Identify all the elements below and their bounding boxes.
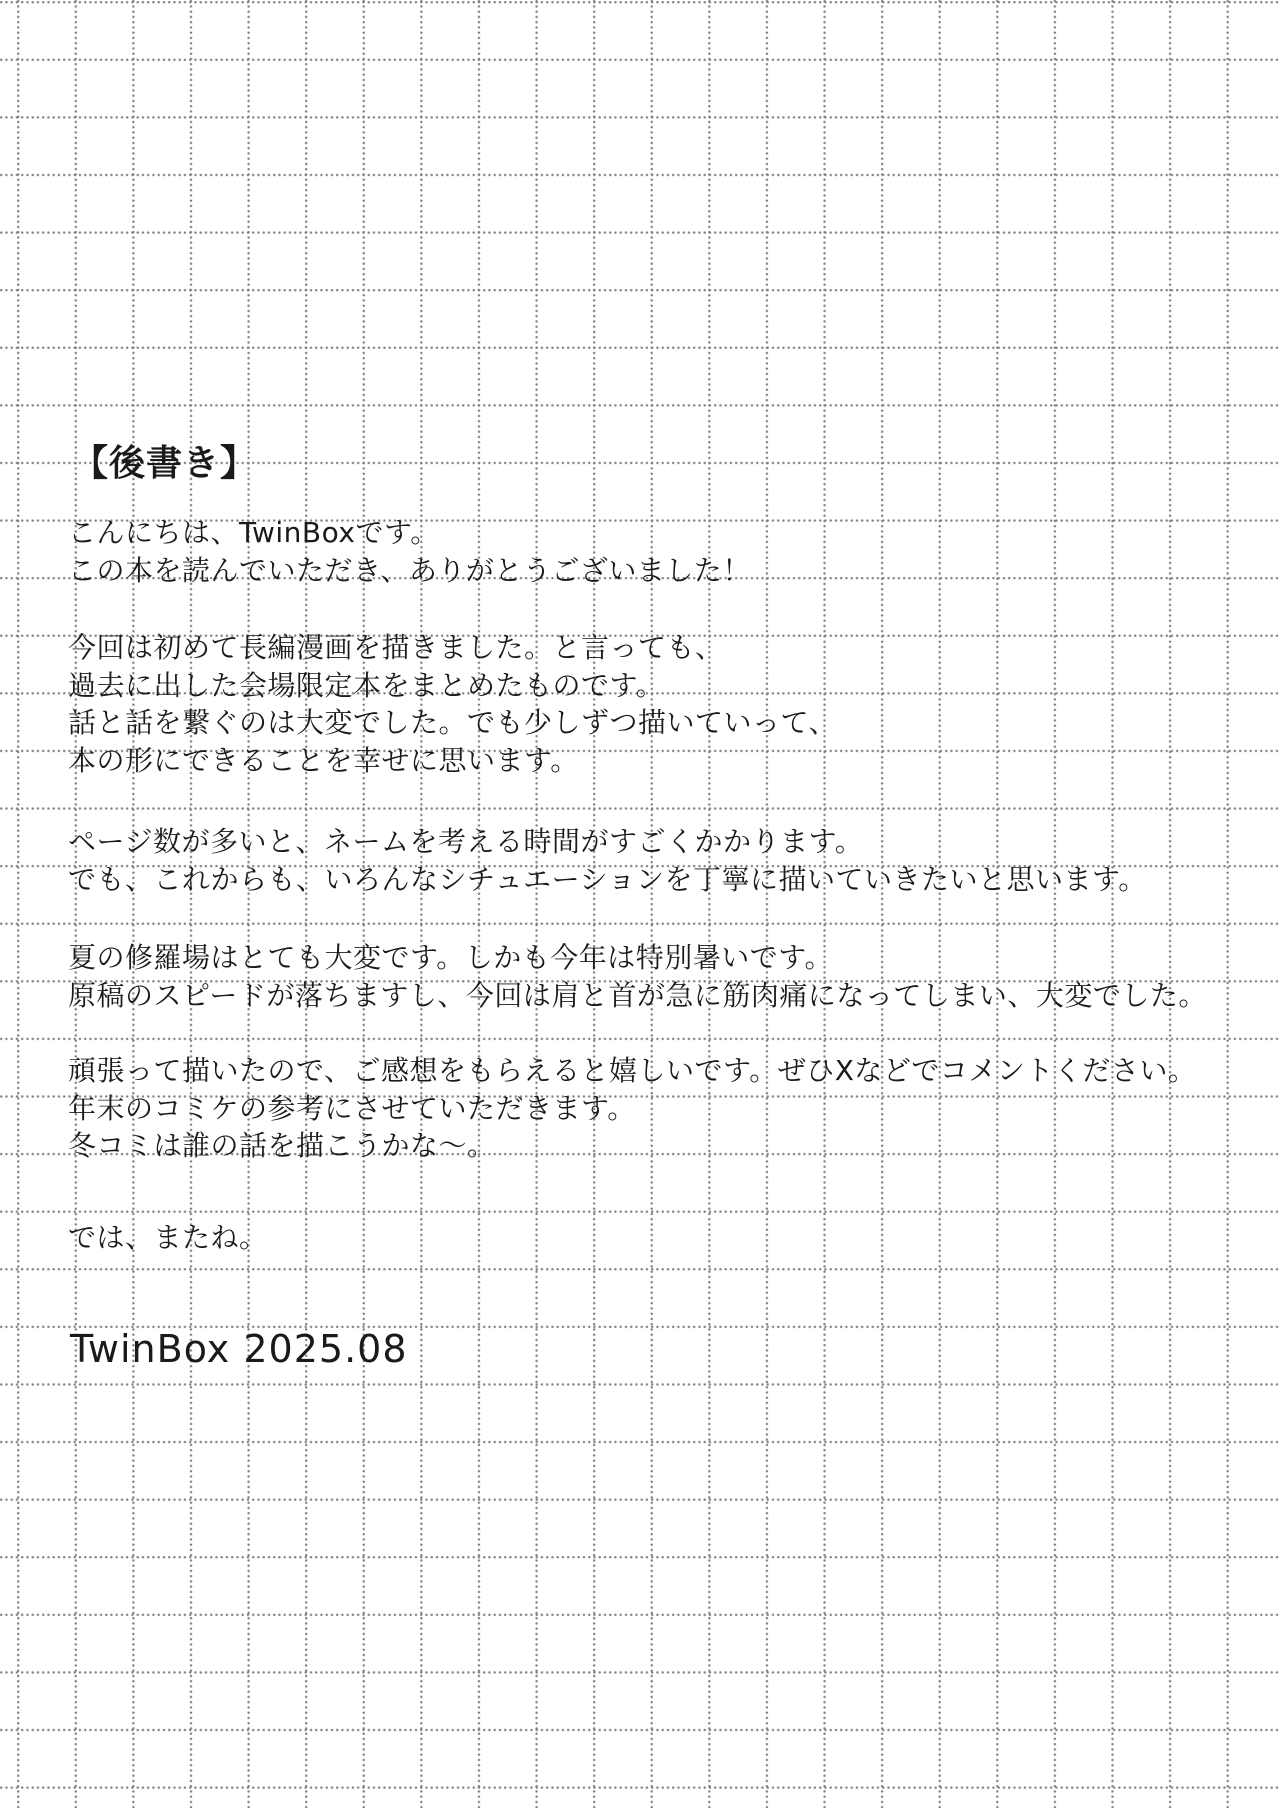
paragraph-pages-name — [68, 823, 1147, 898]
paragraph-long-manga — [68, 629, 837, 779]
paragraph-farewell — [68, 1219, 268, 1257]
text-line: 本の形にできることを幸せに思います。 — [68, 743, 579, 777]
paragraph-feedback — [68, 1052, 1196, 1165]
text-line: 年末のコミケの参考にさせていただきます。 — [68, 1091, 636, 1125]
author-signature: TwinBox 2025.08 — [70, 1327, 408, 1371]
text-line: 原稿のスピードが落ちますし、今回は肩と首が急に筋肉痛になってしまい、大変でした。 — [68, 978, 1207, 1012]
paragraph-summer — [68, 939, 1207, 1014]
paragraph-greeting — [68, 514, 751, 589]
text-line: でも、これからも、いろんなシチュエーションを丁寧に描いていきたいと思います。 — [68, 862, 1147, 896]
text-line: 今回は初めて長編漫画を描きました。と言っても、 — [68, 631, 724, 664]
afterword-title: 【後書き】 — [72, 443, 258, 484]
text-line: 頑張って描いたので、ご感想をもらえると嬉しいです。ぜひXなどでコメントください。 — [68, 1054, 1197, 1087]
text-line: この本を読んでいただき、ありがとうございました！ — [68, 553, 751, 587]
text-line: では、またね。 — [68, 1221, 268, 1254]
text-line: こんにちは、TwinBoxです。 — [68, 516, 439, 549]
text-line: 冬コミは誰の話を描こうかな～。 — [68, 1129, 496, 1162]
text-line: ページ数が多いと、ネームを考える時間がすごくかかります。 — [68, 825, 864, 858]
text-line: 夏の修羅場はとても大変です。しかも今年は特別暑いです。 — [68, 941, 834, 974]
text-line: 過去に出した会場限定本をまとめたものです。 — [68, 668, 665, 702]
text-line: 話と話を繋ぐのは大変でした。でも少しずつ描いていって、 — [68, 706, 837, 739]
